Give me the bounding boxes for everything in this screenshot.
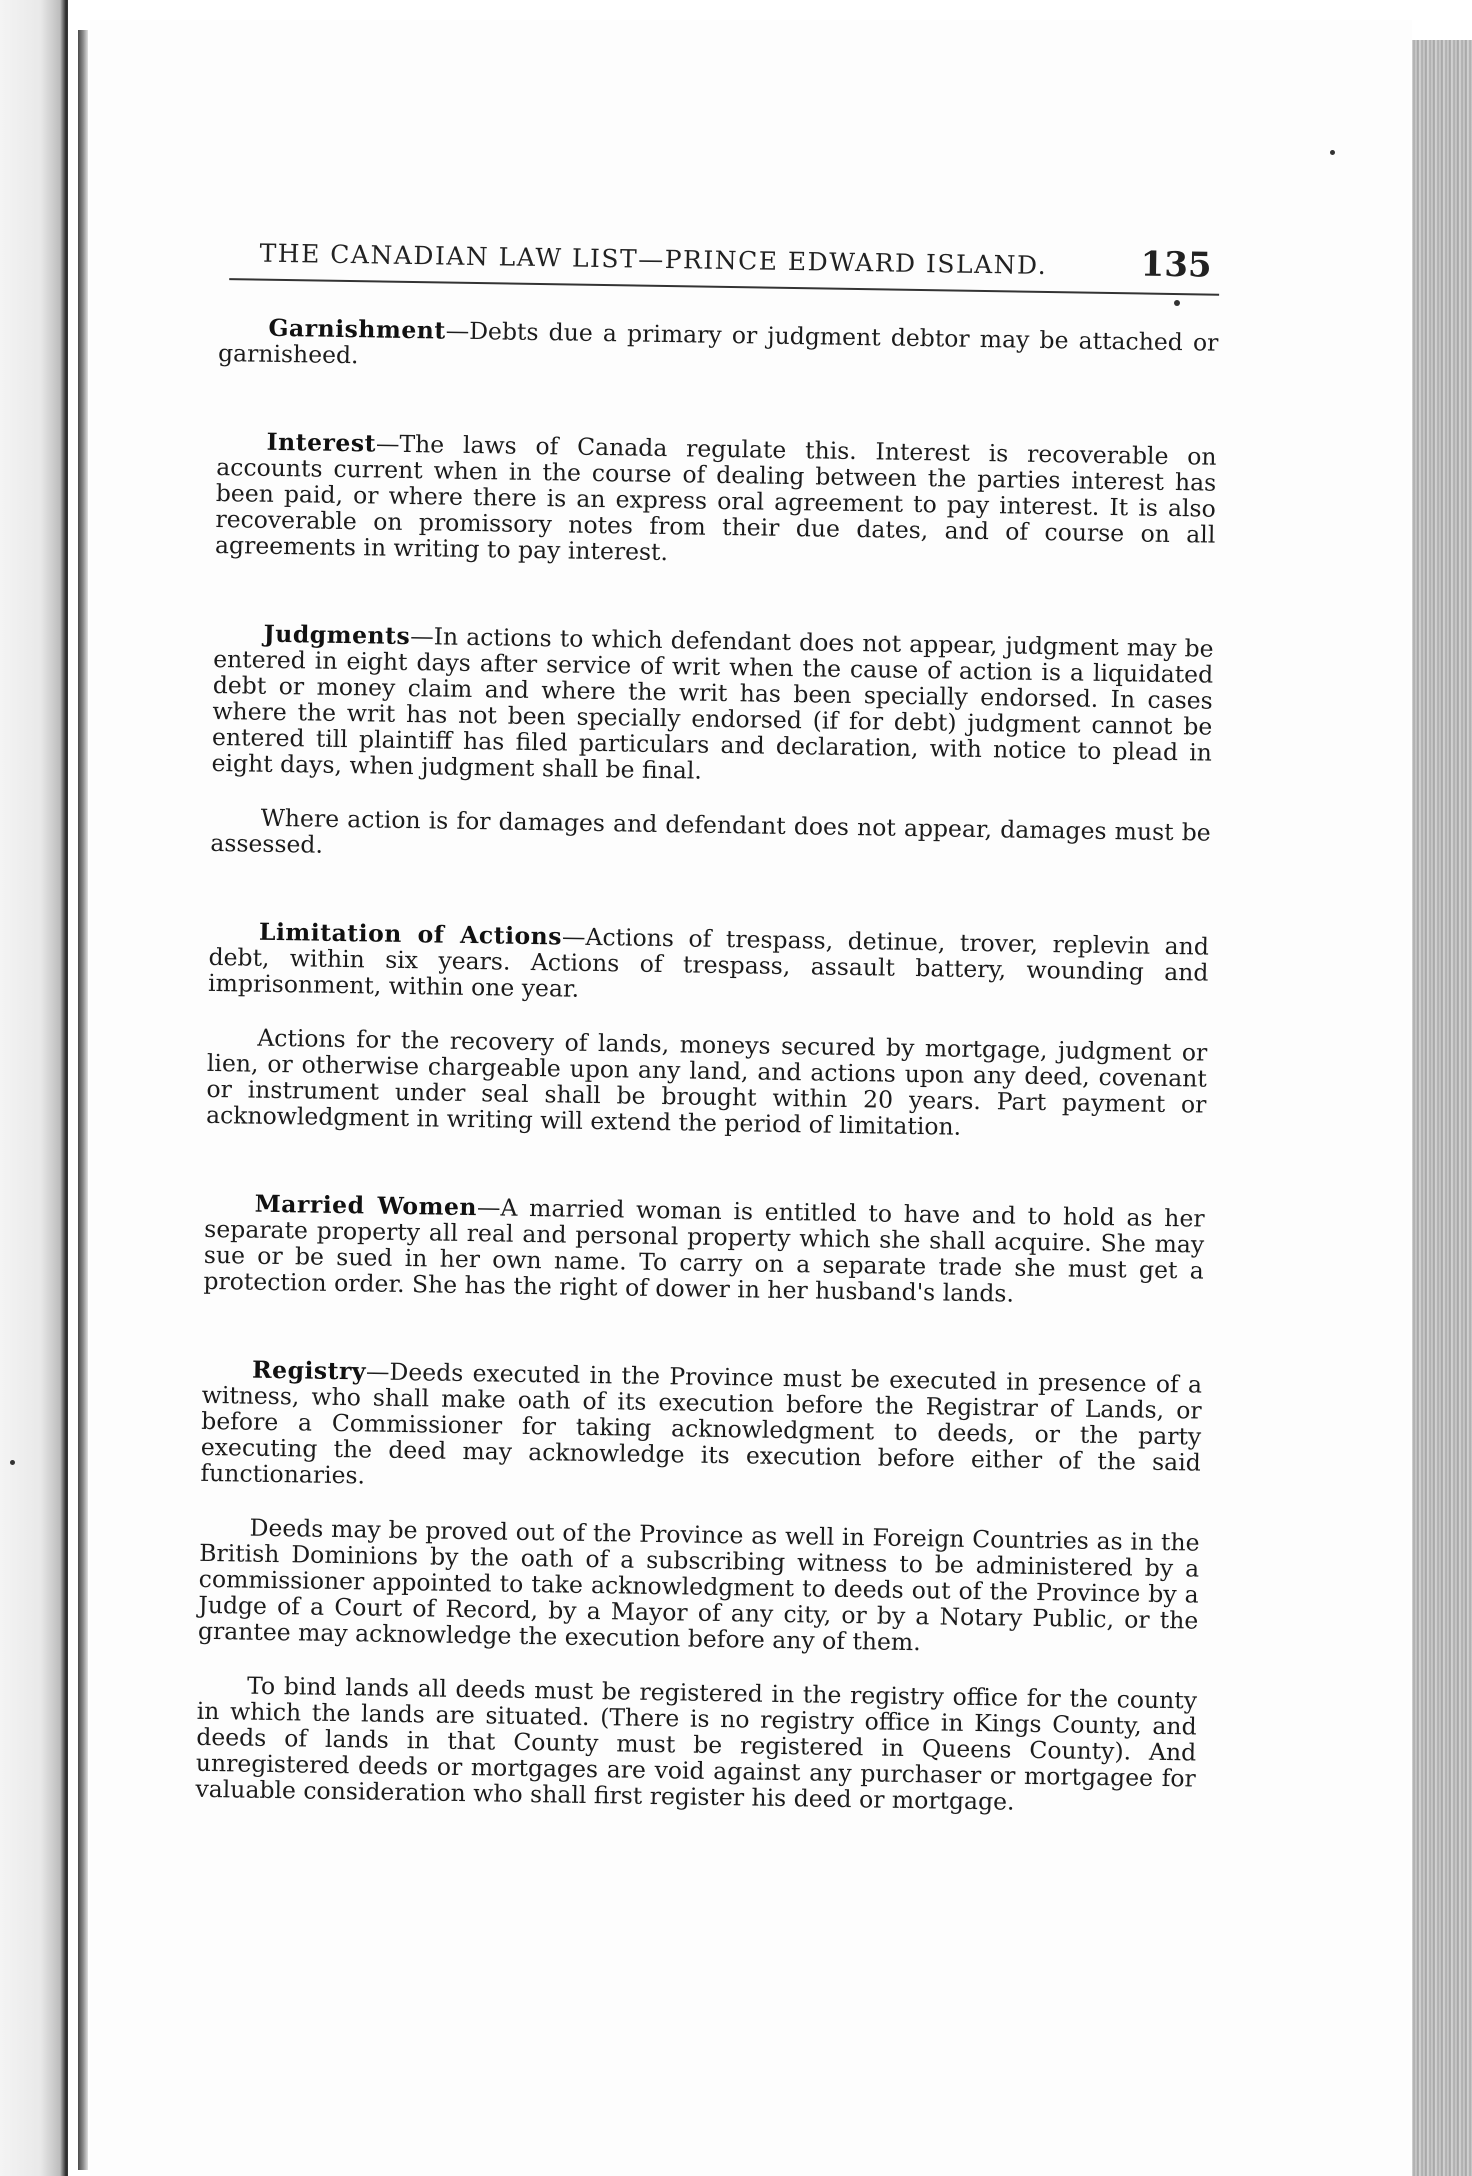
paragraph-text: To bind lands all deeds must be registered in the registry office for the county in which the lands are situated. (There is no registry office in Kings County, and deeds of lands in that County must be registered in Queens County). And unregistered deeds or mortgages are void against any purchaser or mortgagee for valuable consideration who shall first register his deed or mortgage. [195,1671,1198,1816]
paragraph-text: A married woman is entitled to have and to hold as her separate property all real and personal property which she shall acquire. She may sue or be sued in her own name. To carry on a separate trade she must get a protection order. She has the right of dower in her husband's lands. [203,1193,1205,1308]
heading-dash: — [445,316,470,345]
paragraph [200,1356,1202,1502]
section-interest [215,428,1217,574]
heading-dash: — [409,622,434,651]
paragraph-text: Actions of trespass, detinue, trover, replevin and debt, within six years. Actions of trespass, assault battery, wounding and imprisonment, within one year. [207,922,1210,1003]
running-title: THE CANADIAN LAW LIST—PRINCE EDWARD ISLAND. [259,238,1048,280]
section-heading: Registry [251,1355,367,1386]
paragraph-text: Deeds may be proved out of the Province as well in Foreign Countries as in the British Dominions by the oath of a subscribing witness to be administered by a commissioner appointed to take acknowledgment to deeds out of the Province by a Judge of a Court of Record, by a Mayor of any city, or by a Notary Public, or the grantee may acknowledge the execution before any of them. [197,1513,1200,1657]
page-content [194,230,1220,1880]
paragraph-text: Debts due a primary or judgment debtor may be attached or garnisheed. [217,316,1219,370]
paragraph [218,314,1219,382]
paragraph-text: Deeds executed in the Province must be executed in presence of a witness, who shall make oath of its execution before the Registrar of Lands, or before a Commissioner for taking acknowledgment to deeds, or the party executing the deed may acknowledge its execution before either of the said functionaries. [200,1357,1203,1490]
section-heading: Limitation of Actions [258,917,563,951]
page-number: 135 [1140,244,1212,286]
section-heading: Judgments [263,619,411,651]
paragraph [208,918,1209,1012]
section-garnishment [218,314,1219,382]
section-judgments [210,620,1214,872]
section-heading: Garnishment [268,313,446,345]
section-heading: Married Women [254,1189,478,1222]
paragraph-text: The laws of Canada regulate this. Interest is recoverable on accounts current when in the course of dealing between the parties interest has been paid, or where there is an express oral agreement to pay interest. It is also recoverable on promissory notes from their due dates, and of course on all agreements in writing to pay interest. [214,429,1217,567]
running-header [229,230,1220,296]
section-heading: Interest [266,427,377,458]
scan-margin-left [0,0,68,2176]
paragraph-text: Where action is for damages and defendant does not appear, damages must be assessed. [210,803,1211,859]
scan-speck [1330,150,1335,155]
paragraph [211,620,1213,792]
section-limitation-of-actions [206,918,1209,1144]
paragraph [203,1190,1205,1310]
paragraph-text: In actions to which defendant does not appear, judgment may be entered in eight days after service of writ when the cause of action is a liquidated debt or money claim and where the writ has been specially endorsed. In cases where the writ has not been specially endorsed (if for debt) judgment cannot be entered till plaintiff has filed particulars and declaration, with notice to plead in eight days, when judgment shall be final. [211,622,1214,785]
heading-dash: — [476,1193,501,1222]
sections [195,314,1218,1818]
heading-dash: — [365,1357,390,1386]
paragraph [215,428,1217,574]
section-married-women [203,1190,1205,1310]
heading-dash: — [375,429,400,458]
heading-dash: — [561,922,586,951]
paragraph-text: Actions for the recovery of lands, moneys secured by mortgage, judgment or lien, or otherwise chargeable upon any land, and actions upon any deed, covenant or instrument under seal shall be brought within 20 years. Part payment or acknowledgment in writing will extend the period of limitation. [205,1023,1208,1141]
section-registry [195,1356,1202,1818]
book-gutter-edge [78,30,88,2170]
scan-speck [10,1460,15,1465]
book-page [90,20,1412,2176]
book-page-edges [1412,40,1472,2176]
